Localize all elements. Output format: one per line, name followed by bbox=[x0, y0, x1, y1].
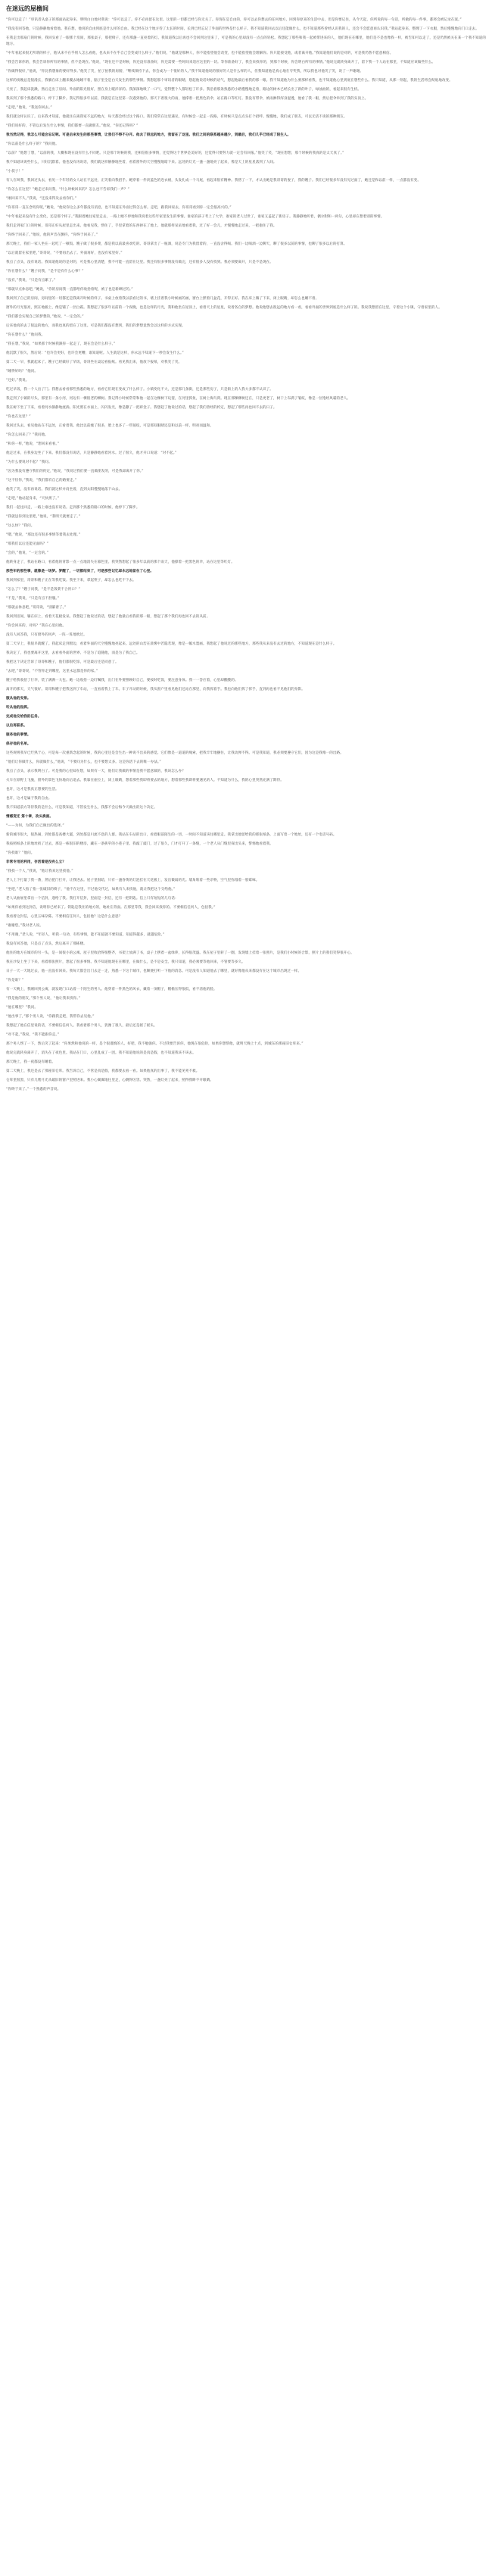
paragraph: 在我走出那扇门的时候，我回头看了一眼那个房间，那张桌子，那把椅子，还有那盏一直亮着的灯。我知道我以后再也不会回到这里来了，可是我的心里却没有一点点的轻松。我想起了那些和我一起被带进来的人，他们现在在哪里，他们是不是也像我一样，被告知可以走了，还是仍然被关在某一个我不知道的地方。 bbox=[6, 36, 486, 47]
paragraph: “如果你看到这封信，说明你已经来了。钥匙是我住的地方的，地址在背面。在那里等我，我会回来找你的。不要相信任何人，包括我。” bbox=[6, 906, 216, 910]
paragraph: 这些规则我早已烂熟于心，可是每一次重新念起的时候，我的心里还是会生出一种说不出来的感觉。它们像是一道道的绳索，把我牢牢地捆住，让我动弹不得。可是我知道，我必须要遵守它们，因为这是我唯一的出路。 bbox=[6, 751, 344, 756]
paragraph: 我们走到家门口的时候，哥哥正好从屋里走出来。他看见我，愣住了，手里拿着的东西掉在了地上。他就那样呆呆地看着我，过了好一会儿，才慢慢地走过来，一把抱住了我。 bbox=[6, 224, 277, 229]
paragraph: 那个男人愣了一下，然后笑了起来：“你果然和他说的一样，是个很谨慎的人。好吧，我不勉强你。不过我要告诉你，他现在很危险，如果你想帮他，就明天晚上十点，到城东的那座旧仓库来。” bbox=[6, 1042, 304, 1047]
paragraph: 我走到了小镇的尽头，那里有一条小河，河边有一棵很老的柳树。我记得小时候常常和他一起在这棵树下玩耍，在河里抓鱼，在树上掏鸟窝。现在那棵柳树还在，只是更老了，树干上布满了皱纹，像是一位饱经风霜的老人。 bbox=[6, 397, 351, 401]
paragraph: “那就早点休息吧，”她说，“你的房间我一直都给你收拾着呢，被子也是新晒过的。” bbox=[6, 288, 133, 292]
document-body bbox=[6, 17, 486, 1096]
document-title: 在迷远的屋檐间 bbox=[6, 5, 48, 12]
paragraph: 我来到了那个熟悉的路口，停下了脚步。我记得很多年以前，我就是在这里第一次遇到他的。那天下着很大的雨，他撑着一把黑色的伞，站在路口等红灯。我没有带伞，被雨淋得浑身湿透，他看了我一眼，然后把伞举到了我的头顶上。 bbox=[6, 97, 369, 101]
paragraph: 我不知道该说些什么，只好沉默着。他也没有再说话，我们就这样静静地坐着，看着窗外的天空慢慢地暗下来。远处的灯光一盏一盏地亮了起来，像是天上的星星落到了人间。 bbox=[6, 161, 277, 165]
paragraph: 第二天早上，我很早就醒了。我起床走到窗边，看着外面的天空慢慢地亮起来。远处的山峦在晨雾中若隐若现，像是一幅水墨画。我想起了他说过的那些地方，那些我从来没有去过的地方，不知道现在是什么样子。 bbox=[6, 642, 337, 647]
paragraph: 仓库里很黑，只有几缕月光从破旧的窗户里照进来。我小心翼翼地往里走，心跳得厉害。突然，一盏灯亮了起来，照得我睁不开眼睛。 bbox=[6, 1079, 213, 1083]
paragraph: 我回到家里，哥哥和嫂子正在等我吃饭。我坐下来，拿起筷子，却怎么也吃不下去。 bbox=[6, 579, 136, 583]
paragraph: “走吧，”他说，“我送你回去。” bbox=[6, 106, 52, 111]
paragraph: 他说完就转身离开了，消失在了夜色里。我站在门口，心里乱成了一团。我不知道他说的是真是假，也不知道我该不该去。 bbox=[6, 1051, 196, 1056]
paragraph: 嫂子给我收拾了行李，装了满满一大包。她一边收拾一边叮嘱我，出门在外要照顾好自己，要按时吃饭，要注意身体。我一一答应着，心里却酸酸的。 bbox=[6, 679, 238, 683]
paragraph: 听从他的指挥。 bbox=[6, 706, 31, 710]
paragraph: 天亮了，我起床洗漱，然后走出了房间。外面的阳光很好，照在身上暖洋洋的。我深深地吸了一口气，觉得整个人都轻松了许多。我沿着那条熟悉的小路慢慢地走着，路边的树木已经长出了新的叶子，绿油油的，看起来很有生机。 bbox=[6, 88, 362, 92]
paragraph: 我们一起往回走，一路上谁也没有说话。走到那个熟悉的路口的时候，他停下了脚步。 bbox=[6, 506, 140, 511]
paragraph: “睡得好吗？”他问。 bbox=[6, 370, 39, 374]
paragraph: 我们就这样认识了。后来我才知道，他就住在离我家不远的地方，每天都会经过这个路口。我们常常在这里遇见，有时候会一起走一段路，有时候只是点点头打个招呼。慢慢地，我们成了朋友，可以无话不谈的那种朋友。 bbox=[6, 115, 347, 120]
paragraph: 他笑了笑，没有再说话。我们就这样并肩坐着，直到太阳慢慢地落下山去。 bbox=[6, 488, 123, 492]
paragraph: 他住的地方在城市的另一头，是一间很小的公寓。屋子里收拾得很整齐，书架上放满了书，桌子上摆着一盆绿萝，长得很茂盛。我在屋子里转了一圈，发现墙上挂着一张照片，是我们小时候的合影，照片上的我们笑得很开心。 bbox=[6, 951, 354, 956]
paragraph: 也许，这才是我真正想要的生活。 bbox=[6, 788, 59, 792]
paragraph: “谢谢您。”我对老人说。 bbox=[6, 924, 43, 929]
paragraph: 那天晚上，我们一家人坐在一起吃了一顿饭。嫂子做了很多菜，都是我以前最喜欢吃的。哥哥拿出了一瓶酒，说是专门为我留着的，一直没舍得喝。我们一边喝酒一边聊天，聊了很多以前的事情，也聊了很多以后的打算。 bbox=[6, 242, 347, 247]
paragraph: 他走过来，在我身边坐了下来。我们都没有说话，只是静静地看着河水。过了很久，他才开口说道：“对不起。” bbox=[6, 451, 177, 456]
paragraph: 有人在叫我，我回过头去，看见一个年轻的女人站在不远处，正笑着向我招手。她穿着一件淡蓝色的连衣裙，头发扎成一个马尾，看起来很有精神。我愣了一下，才认出她是我哥哥的妻子，我的嫂子。我们已经很多年没有见过面了，她还是和以前一样，一点都没有变。 bbox=[6, 179, 421, 183]
paragraph: “走吧，”他站起身来，“天快黑了。” bbox=[6, 497, 60, 501]
paragraph: “我没有回答他，只是静静地看着他。我在想，他说的自由到底是什么样的自由。我已经在这个地方待了太长的时间，长到已经忘记了外面的世界是什么样子。我不知道我回去以后还能做什么，也不知道那些曾经认识我的人，还会不会愿意再认识我。”我站起身来，整理了一下衣服，然后慢慢地向门口走去。 bbox=[6, 27, 479, 31]
paragraph: “小叔子！” bbox=[6, 170, 24, 174]
paragraph: “我会告诉你的，我会告诉你所有的事情，但不是现在。”他说，“现在还不是时候，你还没有准备好，你还需要一些时间来适应这里的一切。等你准备好了，我会来找你的，到那个时候，你会明白所有的事情。”他说完就转身离开了，留下我一个人站在那里，不知道应该做些什么。 bbox=[6, 61, 436, 65]
paragraph: “我找一个人，”我说，“他让我来这里找他。” bbox=[6, 870, 73, 874]
paragraph: 我当然记得，我怎么可能会忘记呢。可是后来发生的那些事情，让我们不得不分开。他去了很远的地方，我留在了这里。我们之间的联系越来越少，到最后，我们几乎已经成了陌生人。 bbox=[6, 133, 291, 138]
paragraph: “还好。”我说。 bbox=[6, 379, 30, 383]
paragraph: 我没有回答他，只是点了点头，然后离开了那栋楼。 bbox=[6, 942, 87, 947]
paragraph: “这不怪你，”我说，“我们都有自己的路要走。” bbox=[6, 479, 77, 483]
paragraph: “不是，”我说，“只是有点不舒服。” bbox=[6, 597, 60, 601]
paragraph: “你可以走了！”审讯者从桌子的那面站起身来，明明白白地对我说：“你可以走了。你不必再留在这里。这里的一切都已经与你无关了。你现在是自由的，你可以去你想去的任何地方，回到你原来的生活中去，但是你要记住，从今天起，你所说的每一句话，所做的每一件事，都将会被记录在案。” bbox=[6, 18, 462, 22]
paragraph: “那就去休息吧，”哥哥说，“别累着了。” bbox=[6, 606, 67, 610]
paragraph: “去吧，”哥哥说，“不管你走到哪里，这里永远都是你的家。” bbox=[6, 670, 98, 674]
paragraph: “那我们以后还能见面吗？” bbox=[6, 542, 48, 547]
paragraph: 完成他交给我的任务。 bbox=[6, 715, 42, 720]
paragraph: “——为何，为我们自己做出的选择。” bbox=[6, 824, 64, 829]
paragraph: 我想起了他在信里说的话，不要相信任何人。我看着那个男人，犹豫了很久，最后还是摇了摇头。 bbox=[6, 1024, 157, 1029]
paragraph: “会的，”他说，“一定会的。” bbox=[6, 551, 49, 556]
paragraph: “你也在这里？” bbox=[6, 415, 31, 420]
paragraph: “你怎么回来了？”我问他。 bbox=[6, 433, 48, 438]
paragraph: 没有人回答我，只有窗外的风声，一阵一阵地吹过。 bbox=[6, 633, 87, 638]
paragraph: “以前？”他想了想，“以前的我，大概和现在没有什么不同吧。只是那个时候的我，还相信很多事情，还觉得这个世界是美好的，还觉得只要努力就一定会有回报。”他笑了笑，“现在想想，那个时候的我真的是太天真了。” bbox=[6, 151, 344, 156]
paragraph: “嗯，”他说，“那边还有很多事情等着我去处理。” bbox=[6, 533, 80, 538]
paragraph: “中年看起来很无所谓的样子，他从来不在乎别人怎么看他，也从来不在乎自己会变成什么样子。”他们说，“他就是那种人，你不能指望他会改变，也不能指望他会理解你。你只能接受他，或者离开他。”我知道他们说的是对的，可是我仍然不愿意相信。 bbox=[6, 52, 394, 56]
paragraph: 离开的那天，天气很好。哥哥和嫂子把我送到了车站，一直看着我上了车。车子开动的时候，我从窗户里看见他们还站在那里，向我挥着手。我也向他们挥了挥手，直到再也看不见他们的身影。 bbox=[6, 688, 305, 692]
paragraph: “因为我没有遵守我们的约定，”他说，“我说过我们要一直做朋友的，可是我却离开了你。” bbox=[6, 470, 144, 474]
paragraph: “你怎么在这里？”她走过来问我，“什么时候回来的？怎么也不告诉我们一声？” bbox=[6, 188, 129, 192]
paragraph: 情感变迁 第十章，改头换面。 bbox=[6, 815, 54, 820]
paragraph: “你是谁？” bbox=[6, 979, 24, 983]
paragraph: “你终于回来了。”他说，他的声音在颤抖，“你终于回来了。” bbox=[6, 233, 98, 238]
paragraph: “怎么了？”嫂子问我，“是不是饭菜不合胃口？” bbox=[6, 588, 80, 592]
paragraph: “你找谁？”他问。 bbox=[6, 851, 35, 856]
paragraph: 我回到房间，躺在床上，看着天花板发呆。我想起了他说过的话，想起了他最后看我的那一眼，想起了那个我们再也回不去的从前。 bbox=[6, 615, 210, 620]
paragraph: 我点了点头，表示我明白了。可是我的心里却在想，如果有一天，他们让我做的事情是我不愿意做的，我该怎么办？ bbox=[6, 770, 185, 774]
paragraph: “你以前是什么样子的？”我问他。 bbox=[6, 142, 59, 147]
paragraph: 也许，这才是属于我的自由。 bbox=[6, 797, 52, 801]
paragraph: “你会回来的，对吗？”我在心里问他。 bbox=[6, 624, 67, 629]
paragraph: 那天晚上，我一夜都没有睡着。 bbox=[6, 1060, 56, 1065]
paragraph: “你在想什么？”嫂子问我，“是不是有什么心事？” bbox=[6, 270, 84, 274]
paragraph: “我就送你到这里吧，”他说，“我明天就要走了。” bbox=[6, 515, 80, 520]
paragraph: “我是他的朋友，”那个男人说，“他让我来找你。” bbox=[6, 997, 80, 1001]
paragraph: “我在想，”我说，“如果那个时候我跟你一起走了，现在会是什么样子。” bbox=[6, 342, 116, 347]
paragraph: “他在哪里？”我问。 bbox=[6, 1006, 39, 1010]
paragraph: 第二天一早，我就起床了。嫂子已经做好了早饭，哥哥坐在桌边看报纸。看见我出来，他放下报纸，对我笑了笑。 bbox=[6, 361, 182, 365]
paragraph: “对不起，”我说，“我不能跟你走。” bbox=[6, 1033, 60, 1038]
paragraph: “这么快？”我问。 bbox=[6, 524, 35, 529]
paragraph: 老人上下打量了我一番，然后把门打开，让我进去。屋子里很暗，只有一盏昏黄的灯泡挂在天花板上，发出微弱的光。墙角堆着一些杂物，空气里弥漫着一股霉味。 bbox=[6, 879, 260, 883]
paragraph: 我看着这封信，心里五味杂陈。不要相信任何人，包括他？这是什么意思？ bbox=[6, 915, 123, 920]
paragraph: 这样的夜晚总是很漫长，我躺在床上翻来覆去地睡不着，脑子里全是白天发生的那些事情。我想起那个审讯者的眼睛，想起他说话时候的语气，想起他最后看我的那一眼。我不知道他为什么要那样看我，也不知道他心里到底在想些什么。我只知道，从那一刻起，我的生活将会彻底地改变。 bbox=[6, 79, 453, 83]
paragraph: 窗外的月光很亮，照在地板上，像是铺了一层白霜。我想起了很多年以前的一个夜晚，也是这样的月光，我和他坐在屋顶上，看着天上的星星，说着各自的梦想。他说他想去很远的地方看一看，看看外面的世界到底是什么样子的。我说我想留在这里，守着这个小镇，守着家里的人。 bbox=[6, 306, 442, 311]
paragraph: “你终于来了。”一个熟悉的声音说。 bbox=[6, 1088, 61, 1092]
paragraph: 我在树下坐了下来，看着河水静静地流淌。阳光照在水面上，闪闪发光，像是撒了一把碎金子。我想起了他说过的话，想起了我们曾经的约定，想起了那些再也回不去的日子。 bbox=[6, 406, 277, 411]
paragraph: 后来他真的去了很远的地方，而我也真的留在了这里。可是我们都没有想到，我们的梦想竟然会以这样的方式实现。 bbox=[6, 324, 185, 329]
paragraph: “为什么要说对不起？”我问。 bbox=[6, 461, 52, 465]
paragraph: 老人从抽屉里拿出一个信封，递给了我。我打开信封，里面是一封信，还有一把钥匙。信上只有短短的几句话： bbox=[6, 897, 179, 901]
paragraph: 服从他的安排。 bbox=[6, 697, 31, 701]
paragraph: 吃过早饭，我一个人出了门。我想去看看那些熟悉的地方，看看它们现在变成了什么样子。小镇变化不大，还是那几条街，还是那些房子，只是街上的人我大多都不认识了。 bbox=[6, 388, 273, 392]
paragraph: 新的城市很大，很热闹，到处都是高楼大厦，到处都是川流不息的人群。我站在车站的出口，看着眼前陌生的一切，一时间不知道该往哪里走。我拿出他留给我的那张纸条，上面写着一个地址，还有一个电话号码。 bbox=[6, 833, 337, 838]
paragraph: 非常专用的利用，存活着是没有么立？ bbox=[6, 860, 66, 865]
paragraph: 他转身走了，我站在路口，看着他的背影一点一点地消失在暮色里。我突然想起了很多年以前的那个雨天，他撑着一把黑色的伞，站在这里等红灯。 bbox=[6, 560, 235, 565]
paragraph: 有一天晚上，我刚回到公寓，就发现门口站着一个陌生的男人。他穿着一件黑色的风衣，戴着一顶帽子，帽檐压得很低，看不清他的脸。 bbox=[6, 988, 217, 992]
paragraph: 第二天晚上，我还是去了那座旧仓库。我告诉自己，不管是真是假，我都要去看一看。如果他真的出事了，我不能见死不救。 bbox=[6, 1069, 200, 1074]
paragraph: “不用谢，”老人说，“年轻人，听我一句劝，有些事情，能不知道就不要知道。知道得越多，就越危险。” bbox=[6, 933, 165, 938]
paragraph: “他出事了，”那个男人说，“你跟我走吧，我带你去见他。” bbox=[6, 1015, 95, 1019]
paragraph: “我们说好的，不管以后发生什么事情，我们都要一直做朋友。”他说，“你还记得吗？” bbox=[6, 124, 139, 129]
paragraph: 我把这个决定告诉了哥哥和嫂子，他们都很吃惊，可是最后还是同意了。 bbox=[6, 660, 119, 665]
paragraph: 保存他的名单。 bbox=[6, 742, 31, 747]
paragraph: “我们都会实现自己的梦想的，”他说，“一定会的。” bbox=[6, 315, 84, 320]
paragraph: “坐吧，”老人指了指一张破旧的椅子，“他不在这里，不过他交代过，如果有人来找他，就让我把这个交给他。” bbox=[6, 888, 176, 892]
paragraph: 他沉默了很久，然后说：“也许会更好，也许会更糟，谁知道呢。人生就是这样，你永远不知道下一秒会发生什么。” bbox=[6, 351, 184, 356]
paragraph: 火车在原野上飞驰，窗外的景色飞快地向后退去。我靠在座位上，闭上眼睛，想着那些我即将要去的地方，想着那些我即将要遇见的人。不知道为什么，我的心里突然充满了期待。 bbox=[6, 779, 284, 783]
paragraph: “他们让你做什么，你就做什么，”他说，“不要问为什么，也不要想太多。这是你活下去的唯一办法。” bbox=[6, 760, 161, 765]
paragraph: “没有，”我说，“只是有点累了。” bbox=[6, 279, 56, 283]
paragraph: 那些年的那些事，就像是一场梦。梦醒了，一切都结束了，可是那些记忆却永远地留在了心里。 bbox=[6, 570, 154, 574]
paragraph: “你哥哥一直在念叨你呢，”她说，“他说你这么多年都没有消息，也不知道在外面过得怎么样。走吧，跟我回家去，你哥哥看到你一定会很高兴的。” bbox=[6, 206, 232, 211]
paragraph: 我在沙发上坐了下来，看着那张照片，想起了很多事情。我不知道他现在在哪里，在做什么，是不是安全。我只知道，我必须要等他回来，不管要等多久。 bbox=[6, 960, 245, 965]
paragraph: “以后就留在家里吧，”哥哥说，“不要再出去了。外面再好，也没有家里好。” bbox=[6, 251, 123, 256]
paragraph: “你做得很好，”他说，“你比我想象的要好得多。”他笑了笑，拍了拍我的肩膀，“继续保持下去，你会成为一个很好的人。”我不知道他说的很好的人是什么样的人，但我知道他是真心地在夸奖我，所以我也对他笑了笑，说了一声谢谢。 bbox=[6, 70, 364, 74]
paragraph: “中年看起来没有什么变化，还是那个样子。”我跟着她往家里走去，一路上她不停地和我说着这些年家里发生的事情。谁家的孩子考上了大学，谁家的老人过世了，谁家又盖起了新房子。我静静地听着，偶尔附和一两句，心里却在想着别的事情。 bbox=[6, 215, 385, 220]
paragraph: 我点了点头，没有说话。我知道他说的是对的，可是我心里清楚，我不可能一直留在这里。我还有很多事情没有做完，还有很多人没有找到。我必须要离开，只是不是现在。 bbox=[6, 261, 273, 265]
paragraph: 日子一天一天地过去，他一直没有回来。我每天都会出门去走一走，熟悉一下这个城市，也顺便打听一下他的消息。可是没有人知道他去了哪里，就好像他从来都没有在这个城市出现过一样。 bbox=[6, 970, 302, 974]
paragraph: 以后再联系。 bbox=[6, 724, 27, 729]
paragraph: “刚回来不久。”我说，“还没来得及去看你们。” bbox=[6, 197, 77, 201]
paragraph: 我回到了自己的房间，房间里的一切都还是我离开时候的样子。书桌上放着我以前看过的书，墙上挂着我小时候画的画，窗台上摆着几盆花，开得正好。我在床上躺了下来，闭上眼睛，却怎么也睡不着。 bbox=[6, 297, 319, 301]
paragraph: “你在想什么？”他问我。 bbox=[6, 333, 45, 338]
paragraph: 服务他的事情。 bbox=[6, 733, 31, 738]
paragraph: 我决定了，我也要离开这里，去看看外面的世界。不是为了追随他，而是为了我自己。 bbox=[6, 651, 140, 656]
paragraph: 我不知道前方等待我的是什么，可是我知道，不管发生什么，我都不会后悔今天做出的这个决定。 bbox=[6, 806, 157, 810]
paragraph: 我按照纸条上的地址找了过去，那是一栋很旧的楼房，藏在一条狭窄的小巷子里。我敲了敲门，过了很久，门才打开了一条缝，一个老人从门缝里探出头来，警惕地看着我。 bbox=[6, 842, 273, 847]
paragraph: 我回过头去，看见他站在不远处，正看着我。他比以前瘦了很多，脸上也多了一些皱纹，可是那双眼睛还是和以前一样，明亮而温和。 bbox=[6, 424, 213, 429]
paragraph: “和你一样，”他说，“想回来看看。” bbox=[6, 442, 60, 447]
